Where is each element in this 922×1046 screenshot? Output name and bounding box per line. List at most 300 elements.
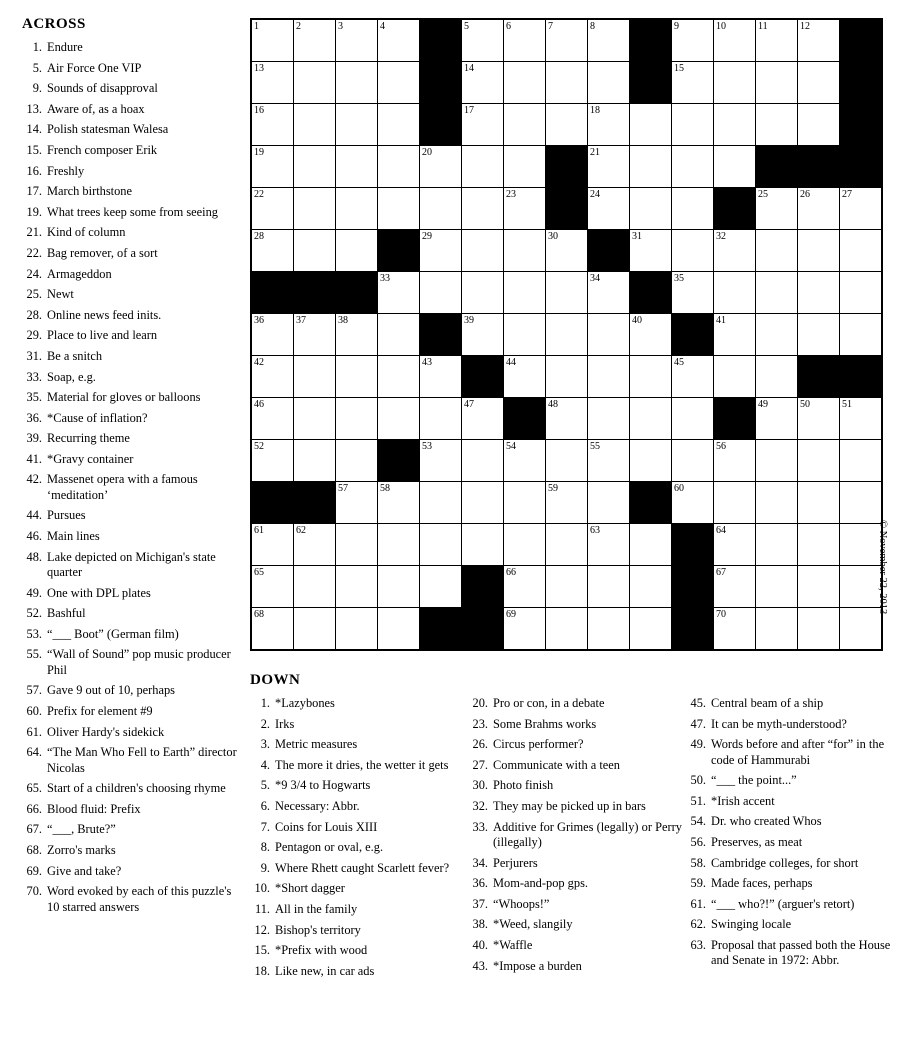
grid-cell[interactable] (504, 356, 546, 398)
across-clue-text: Bag remover, of a sort (47, 245, 158, 260)
across-clue[interactable] (22, 745, 240, 776)
grid-cell[interactable] (588, 482, 630, 524)
grid-cell[interactable] (504, 524, 546, 566)
grid-cell[interactable] (756, 19, 798, 62)
grid-cell[interactable] (798, 482, 840, 524)
grid-cell[interactable] (462, 482, 504, 524)
down-clue-number: 61. (690, 896, 706, 911)
grid-cell[interactable] (714, 272, 756, 314)
grid-cell[interactable] (294, 314, 336, 356)
across-clue[interactable] (22, 143, 240, 158)
grid-cell[interactable] (546, 440, 588, 482)
grid-cell[interactable] (294, 608, 336, 651)
across-clue[interactable] (22, 246, 240, 261)
grid-cell[interactable] (840, 524, 883, 566)
grid-cell[interactable] (588, 146, 630, 188)
down-clue[interactable] (250, 696, 468, 711)
grid-cell[interactable] (504, 104, 546, 146)
down-clue[interactable] (250, 840, 468, 855)
grid-cell-number: 9 (674, 21, 679, 32)
grid-cell[interactable] (251, 398, 294, 440)
across-clue[interactable] (22, 308, 240, 323)
grid-cell[interactable] (546, 482, 588, 524)
down-clue[interactable] (468, 758, 686, 773)
grid-cell[interactable] (756, 398, 798, 440)
grid-cell[interactable] (672, 398, 714, 440)
down-clue[interactable] (686, 897, 904, 912)
down-clue[interactable] (686, 794, 904, 809)
grid-cell[interactable] (756, 62, 798, 104)
across-clue[interactable] (22, 647, 240, 678)
down-clue[interactable] (468, 938, 686, 953)
grid-cell-block (251, 272, 294, 314)
grid-cell[interactable] (336, 104, 378, 146)
grid-cell[interactable] (798, 524, 840, 566)
grid-cell-number: 14 (464, 63, 474, 74)
down-clue-number: 2. (260, 716, 270, 731)
grid-cell[interactable] (840, 566, 883, 608)
grid-cell[interactable] (504, 62, 546, 104)
grid-cell-number: 48 (548, 399, 558, 410)
across-clue[interactable] (22, 586, 240, 601)
grid-cell[interactable] (798, 314, 840, 356)
grid-cell[interactable] (672, 356, 714, 398)
grid-cell[interactable] (798, 104, 840, 146)
grid-cell[interactable] (798, 19, 840, 62)
across-clue[interactable] (22, 627, 240, 642)
across-clue[interactable] (22, 40, 240, 55)
grid-cell[interactable] (251, 608, 294, 651)
across-clue[interactable] (22, 864, 240, 879)
across-clue-text: Pursues (47, 508, 86, 523)
grid-cell[interactable] (672, 62, 714, 104)
grid-cell[interactable] (251, 19, 294, 62)
grid-cell[interactable] (546, 566, 588, 608)
down-clue[interactable] (468, 856, 686, 871)
grid-cell[interactable] (504, 230, 546, 272)
across-clue[interactable] (22, 529, 240, 544)
grid-cell[interactable] (378, 146, 420, 188)
grid-cell[interactable] (714, 356, 756, 398)
down-clue[interactable] (686, 773, 904, 788)
grid-cell[interactable] (294, 524, 336, 566)
grid-cell[interactable] (840, 608, 883, 651)
grid-cell[interactable] (378, 104, 420, 146)
grid-cell[interactable] (294, 398, 336, 440)
grid-cell[interactable] (756, 314, 798, 356)
grid-cell[interactable] (504, 314, 546, 356)
grid-cell[interactable] (714, 19, 756, 62)
grid-cell[interactable] (378, 272, 420, 314)
down-clue[interactable] (250, 964, 468, 979)
grid-cell[interactable] (588, 19, 630, 62)
grid-cell[interactable] (378, 188, 420, 230)
grid-cell[interactable] (336, 524, 378, 566)
grid-cell[interactable] (714, 524, 756, 566)
grid-cell[interactable] (420, 524, 462, 566)
across-clue[interactable] (22, 411, 240, 426)
grid-cell[interactable] (504, 272, 546, 314)
down-clue[interactable] (250, 778, 468, 793)
down-clue[interactable] (468, 778, 686, 793)
grid-cell-number: 50 (800, 399, 810, 410)
across-clue[interactable] (22, 508, 240, 523)
grid-cell[interactable] (462, 524, 504, 566)
down-clue[interactable] (468, 696, 686, 711)
down-clue[interactable] (250, 881, 468, 896)
grid-cell-number: 63 (590, 525, 600, 536)
across-clue[interactable] (22, 287, 240, 302)
across-clue[interactable] (22, 267, 240, 282)
grid-cell[interactable] (756, 188, 798, 230)
grid-cell[interactable] (378, 524, 420, 566)
grid-cell[interactable] (630, 146, 672, 188)
grid-cell-block (420, 314, 462, 356)
down-clue[interactable] (250, 902, 468, 917)
across-clue[interactable] (22, 802, 240, 817)
grid-cell[interactable] (462, 314, 504, 356)
across-clue[interactable] (22, 122, 240, 137)
grid-cell[interactable] (294, 356, 336, 398)
grid-cell[interactable] (336, 608, 378, 651)
grid-cell[interactable] (294, 62, 336, 104)
grid-cell[interactable] (588, 356, 630, 398)
grid-cell[interactable] (378, 608, 420, 651)
grid-cell[interactable] (840, 398, 883, 440)
grid-cell[interactable] (840, 188, 883, 230)
grid-cell[interactable] (462, 272, 504, 314)
grid-cell[interactable] (336, 62, 378, 104)
grid-cell[interactable] (756, 566, 798, 608)
across-clue[interactable] (22, 205, 240, 220)
crossword-grid-container[interactable] (250, 18, 883, 651)
down-clue-column-3 (686, 696, 904, 984)
grid-cell-number: 18 (590, 105, 600, 116)
down-clue[interactable] (686, 835, 904, 850)
grid-cell[interactable] (630, 566, 672, 608)
grid-cell[interactable] (546, 272, 588, 314)
grid-row (251, 356, 882, 398)
grid-cell[interactable] (251, 104, 294, 146)
grid-cell[interactable] (672, 230, 714, 272)
down-clue[interactable] (686, 917, 904, 932)
grid-cell[interactable] (294, 440, 336, 482)
down-clue[interactable] (686, 737, 904, 768)
grid-cell[interactable] (546, 104, 588, 146)
grid-cell[interactable] (756, 482, 798, 524)
grid-cell[interactable] (336, 482, 378, 524)
grid-cell[interactable] (251, 146, 294, 188)
across-clue[interactable] (22, 550, 240, 581)
across-clue[interactable] (22, 606, 240, 621)
grid-cell[interactable] (420, 566, 462, 608)
grid-cell[interactable] (294, 230, 336, 272)
down-clue[interactable] (686, 938, 904, 969)
across-clue[interactable] (22, 102, 240, 117)
grid-cell[interactable] (336, 314, 378, 356)
grid-cell[interactable] (378, 19, 420, 62)
grid-cell[interactable] (630, 230, 672, 272)
grid-cell[interactable] (798, 62, 840, 104)
crossword-grid[interactable] (250, 18, 883, 651)
grid-cell[interactable] (588, 314, 630, 356)
down-clue[interactable] (468, 897, 686, 912)
grid-cell[interactable] (420, 398, 462, 440)
grid-cell[interactable] (756, 272, 798, 314)
grid-cell[interactable] (546, 356, 588, 398)
down-clue[interactable] (686, 856, 904, 871)
grid-cell[interactable] (630, 356, 672, 398)
grid-cell[interactable] (798, 272, 840, 314)
grid-cell[interactable] (294, 104, 336, 146)
down-clue[interactable] (250, 943, 468, 958)
grid-cell[interactable] (756, 230, 798, 272)
grid-cell[interactable] (420, 230, 462, 272)
grid-cell[interactable] (546, 398, 588, 440)
grid-cell[interactable] (756, 608, 798, 651)
grid-cell[interactable] (588, 524, 630, 566)
down-clue[interactable] (250, 758, 468, 773)
across-clue[interactable] (22, 452, 240, 467)
down-clue[interactable] (250, 923, 468, 938)
grid-cell[interactable] (251, 524, 294, 566)
grid-cell[interactable] (420, 482, 462, 524)
grid-cell[interactable] (588, 566, 630, 608)
grid-cell[interactable] (714, 104, 756, 146)
grid-cell[interactable] (798, 398, 840, 440)
down-clue[interactable] (468, 799, 686, 814)
grid-cell[interactable] (798, 230, 840, 272)
grid-cell[interactable] (378, 566, 420, 608)
grid-cell[interactable] (630, 398, 672, 440)
grid-cell[interactable] (546, 524, 588, 566)
grid-cell[interactable] (672, 146, 714, 188)
across-clue[interactable] (22, 390, 240, 405)
grid-cell[interactable] (462, 146, 504, 188)
grid-cell[interactable] (462, 188, 504, 230)
grid-cell[interactable] (546, 314, 588, 356)
down-clue-text: *Waffle (493, 937, 533, 952)
across-clue[interactable] (22, 683, 240, 698)
grid-cell[interactable] (251, 314, 294, 356)
grid-cell[interactable] (588, 104, 630, 146)
grid-cell[interactable] (504, 188, 546, 230)
grid-cell[interactable] (462, 19, 504, 62)
down-clue[interactable] (250, 717, 468, 732)
across-clue[interactable] (22, 370, 240, 385)
grid-cell[interactable] (588, 188, 630, 230)
grid-cell[interactable] (630, 188, 672, 230)
across-clue-number: 44. (26, 508, 42, 523)
across-clue[interactable] (22, 225, 240, 240)
down-clue[interactable] (468, 820, 686, 851)
grid-cell[interactable] (714, 230, 756, 272)
across-clue-text: Air Force One VIP (47, 60, 142, 75)
across-clue[interactable] (22, 843, 240, 858)
grid-cell[interactable] (378, 482, 420, 524)
across-clue[interactable] (22, 472, 240, 503)
grid-cell[interactable] (336, 230, 378, 272)
grid-cell[interactable] (756, 356, 798, 398)
grid-cell[interactable] (546, 62, 588, 104)
grid-cell[interactable] (294, 566, 336, 608)
grid-cell[interactable] (336, 440, 378, 482)
across-clue[interactable] (22, 822, 240, 837)
grid-cell[interactable] (462, 230, 504, 272)
grid-cell[interactable] (840, 314, 883, 356)
grid-cell[interactable] (294, 188, 336, 230)
grid-cell[interactable] (546, 19, 588, 62)
down-clue[interactable] (250, 737, 468, 752)
grid-cell[interactable] (588, 62, 630, 104)
across-clue[interactable] (22, 431, 240, 446)
grid-cell[interactable] (840, 440, 883, 482)
grid-cell[interactable] (714, 440, 756, 482)
down-clue[interactable] (686, 876, 904, 891)
grid-cell[interactable] (714, 566, 756, 608)
grid-cell[interactable] (672, 104, 714, 146)
grid-cell[interactable] (462, 398, 504, 440)
down-clue-text: *9 3/4 to Hogwarts (275, 778, 371, 793)
across-clue-text: Recurring theme (47, 431, 130, 446)
down-clue[interactable] (250, 820, 468, 835)
grid-cell[interactable] (798, 188, 840, 230)
grid-cell[interactable] (336, 19, 378, 62)
grid-cell[interactable] (672, 272, 714, 314)
grid-cell[interactable] (251, 230, 294, 272)
grid-cell[interactable] (378, 356, 420, 398)
across-clue[interactable] (22, 61, 240, 76)
grid-cell-number: 66 (506, 567, 516, 578)
grid-cell[interactable] (420, 356, 462, 398)
grid-cell[interactable] (251, 356, 294, 398)
grid-cell-block (672, 608, 714, 651)
grid-cell[interactable] (630, 104, 672, 146)
grid-cell-number: 62 (296, 525, 306, 536)
grid-cell[interactable] (756, 104, 798, 146)
down-clue[interactable] (468, 917, 686, 932)
grid-cell[interactable] (798, 608, 840, 651)
grid-cell[interactable] (251, 566, 294, 608)
across-clue[interactable] (22, 164, 240, 179)
down-clue[interactable] (686, 696, 904, 711)
grid-cell[interactable] (294, 19, 336, 62)
down-clue[interactable] (468, 876, 686, 891)
across-clue[interactable] (22, 81, 240, 96)
grid-cell[interactable] (504, 19, 546, 62)
grid-cell[interactable] (588, 272, 630, 314)
grid-cell[interactable] (504, 566, 546, 608)
grid-cell[interactable] (420, 188, 462, 230)
grid-cell[interactable] (630, 524, 672, 566)
grid-cell[interactable] (378, 314, 420, 356)
grid-cell[interactable] (714, 482, 756, 524)
down-clue[interactable] (468, 717, 686, 732)
grid-row (251, 230, 882, 272)
grid-cell[interactable] (336, 356, 378, 398)
grid-cell[interactable] (672, 440, 714, 482)
grid-cell[interactable] (504, 440, 546, 482)
grid-cell[interactable] (251, 188, 294, 230)
grid-cell[interactable] (798, 440, 840, 482)
across-clue[interactable] (22, 704, 240, 719)
grid-cell[interactable] (714, 146, 756, 188)
grid-cell[interactable] (672, 188, 714, 230)
down-clue-text: *Prefix with wood (275, 943, 368, 958)
down-clue[interactable] (250, 861, 468, 876)
grid-cell-number: 37 (296, 315, 306, 326)
grid-cell[interactable] (840, 482, 883, 524)
grid-cell[interactable] (378, 62, 420, 104)
across-clue[interactable] (22, 184, 240, 199)
grid-cell[interactable] (588, 608, 630, 651)
grid-cell[interactable] (714, 62, 756, 104)
grid-cell[interactable] (378, 398, 420, 440)
across-clue[interactable] (22, 725, 240, 740)
down-clue[interactable] (686, 717, 904, 732)
grid-cell[interactable] (251, 440, 294, 482)
grid-cell[interactable] (336, 566, 378, 608)
grid-cell[interactable] (336, 188, 378, 230)
grid-cell[interactable] (420, 146, 462, 188)
grid-cell[interactable] (630, 608, 672, 651)
across-clue-text: Lake depicted on Michigan's state quarter (47, 549, 216, 580)
grid-cell[interactable] (672, 482, 714, 524)
across-clue[interactable] (22, 884, 240, 915)
grid-cell[interactable] (756, 440, 798, 482)
grid-cell[interactable] (840, 272, 883, 314)
grid-cell[interactable] (294, 146, 336, 188)
grid-cell[interactable] (840, 230, 883, 272)
grid-cell-number: 52 (254, 441, 264, 452)
grid-cell[interactable] (546, 230, 588, 272)
grid-cell[interactable] (672, 19, 714, 62)
across-clue[interactable] (22, 349, 240, 364)
down-clue-number: 1. (260, 696, 270, 710)
grid-cell[interactable] (504, 608, 546, 651)
grid-cell[interactable] (714, 314, 756, 356)
grid-cell[interactable] (588, 440, 630, 482)
grid-cell[interactable] (798, 566, 840, 608)
grid-cell[interactable] (420, 272, 462, 314)
down-clue[interactable] (686, 814, 904, 829)
grid-cell-block (798, 356, 840, 398)
grid-cell[interactable] (462, 440, 504, 482)
grid-cell[interactable] (336, 398, 378, 440)
grid-cell[interactable] (588, 398, 630, 440)
down-clue[interactable] (250, 799, 468, 814)
down-clue[interactable] (468, 959, 686, 974)
across-clue-number: 36. (26, 410, 42, 425)
grid-cell[interactable] (756, 524, 798, 566)
grid-cell[interactable] (251, 62, 294, 104)
across-clue[interactable] (22, 328, 240, 343)
down-clue[interactable] (468, 737, 686, 752)
grid-cell[interactable] (504, 146, 546, 188)
grid-cell[interactable] (420, 440, 462, 482)
across-clue-text: Aware of, as a hoax (47, 101, 145, 116)
grid-cell[interactable] (462, 62, 504, 104)
grid-cell[interactable] (630, 440, 672, 482)
grid-cell[interactable] (630, 314, 672, 356)
grid-cell[interactable] (546, 608, 588, 651)
across-clue[interactable] (22, 781, 240, 796)
grid-cell[interactable] (714, 608, 756, 651)
grid-cell[interactable] (462, 104, 504, 146)
down-clue-number: 40. (472, 937, 488, 952)
grid-cell[interactable] (504, 482, 546, 524)
grid-cell[interactable] (336, 146, 378, 188)
